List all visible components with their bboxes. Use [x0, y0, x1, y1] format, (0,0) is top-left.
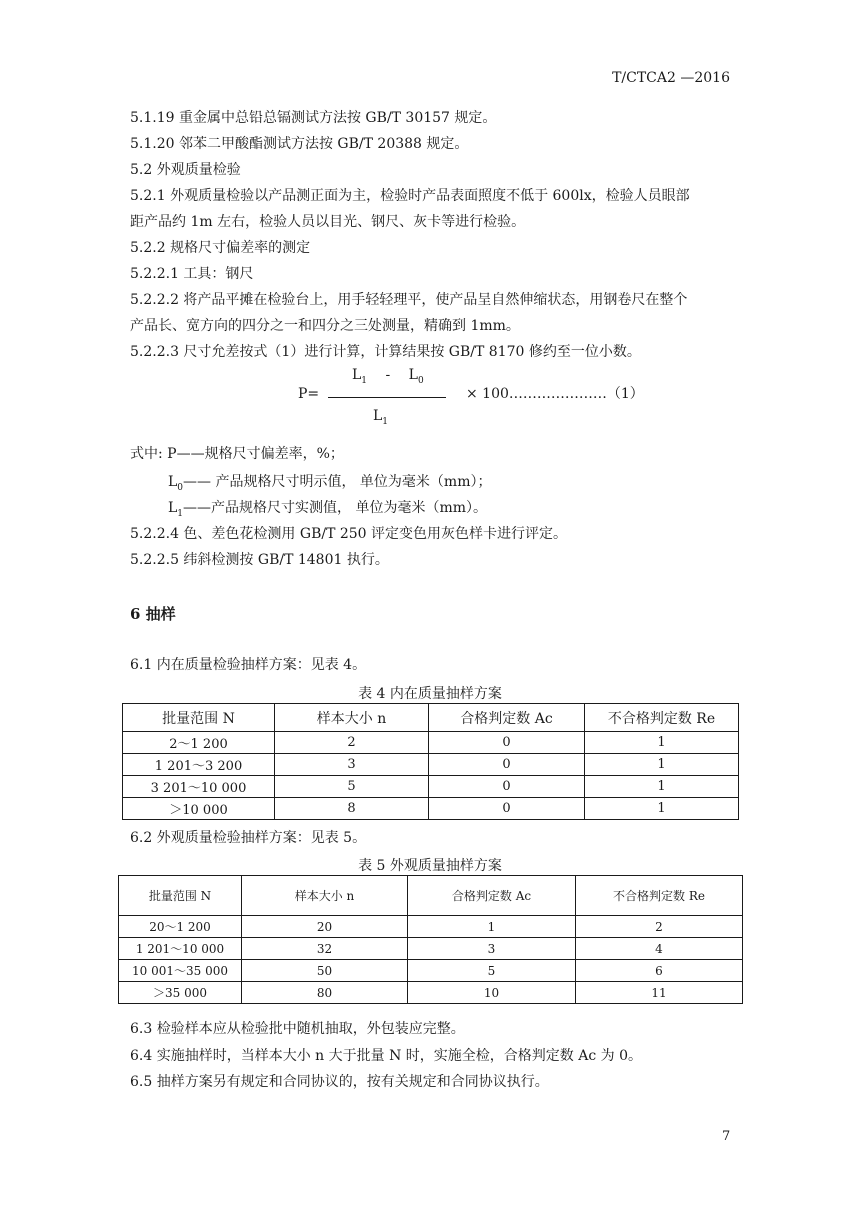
- where-l1: $L_1——$产品规格尺寸实测值， 单位为毫米（mm）。: [168, 500, 488, 519]
- clause-5-2-1-line2: 距产品约 1m 左右，检验人员以目光、钢尺、灰卡等进行检验。: [130, 214, 526, 230]
- table-cell: 4: [576, 938, 743, 960]
- table-cell: 0: [429, 776, 585, 798]
- table-cell: 1: [585, 776, 739, 798]
- where-l0: $L_0——$ 产品规格尺寸明示值， 单位为毫米（mm）；: [168, 474, 492, 493]
- table5-caption: 表 5 外观质量抽样方案: [358, 858, 502, 874]
- column-header: 批量范围 N: [123, 704, 275, 732]
- column-header: 合格判定数 Ac: [408, 876, 576, 916]
- standard-number: T/CTCA2 —2016: [612, 70, 730, 86]
- table-cell: 10 001～35 000: [119, 960, 242, 982]
- fraction-bar: [328, 397, 446, 398]
- table-cell: 50: [242, 960, 408, 982]
- table4-caption: 表 4 内在质量抽样方案: [358, 686, 502, 702]
- table-row: [119, 960, 743, 982]
- clause-5-2-2: 5.2.2 规格尺寸偏差率的测定: [130, 240, 311, 256]
- clause-5-2-2-2-line2: 产品长、宽方向的四分之一和四分之三处测量，精确到 1mm。: [130, 318, 520, 334]
- table-cell: 5: [275, 776, 429, 798]
- table-cell: 11: [576, 982, 743, 1004]
- table-row: [119, 982, 743, 1004]
- table-cell: 10: [408, 982, 576, 1004]
- table-cell: 20: [242, 916, 408, 938]
- clause-6-4: 6.4 实施抽样时，当样本大小 n 大于批量 N 时，实施全检，合格判定数 Ac 为 0。: [130, 1048, 642, 1064]
- clause-6-2: 6.2 外观质量检验抽样方案：见表 5。: [130, 830, 367, 846]
- clause-5-2-2-2-line1: 5.2.2.2 将产品平摊在检验台上，用手轻轻理平，使产品呈自然伸缩状态，用钢卷尺在整个: [130, 292, 688, 308]
- clause-5-2-2-5: 5.2.2.5 纬斜检测按 GB/T 14801 执行。: [130, 552, 389, 568]
- clause-5-2-2-3: 5.2.2.3 尺寸允差按式（1）进行计算，计算结果按 GB/T 8170 修约至一位小数。: [130, 344, 641, 360]
- formula-numerator: $L_1 - L_0$: [352, 367, 424, 386]
- section-6-title: 6 抽样: [130, 605, 176, 623]
- table-row: [123, 798, 739, 820]
- table5: [118, 875, 743, 1004]
- table-cell: 5: [408, 960, 576, 982]
- table-cell: 1: [585, 732, 739, 754]
- clause-6-3: 6.3 检验样本应从检验批中随机抽取，外包装应完整。: [130, 1021, 465, 1037]
- clause-5-1-19: 5.1.19 重金属中总铅总镉测试方法按 GB/T 30157 规定。: [130, 110, 497, 126]
- table-cell: 0: [429, 798, 585, 820]
- table-cell: 8: [275, 798, 429, 820]
- column-header: 不合格判定数 Re: [585, 704, 739, 732]
- clause-5-2-2-1: 5.2.2.1 工具：钢尺: [130, 266, 254, 282]
- table-row: [119, 938, 743, 960]
- table-cell: 3 201～10 000: [123, 776, 275, 798]
- table-cell: 0: [429, 732, 585, 754]
- table-header-row: [119, 876, 743, 916]
- table-cell: ＞35 000: [119, 982, 242, 1004]
- formula-denominator: $L_1$: [373, 408, 389, 427]
- table-row: [119, 916, 743, 938]
- clause-5-2-2-4: 5.2.2.4 色、差色花检测用 GB/T 250 评定变色用灰色样卡进行评定。: [130, 526, 568, 542]
- table-cell: 3: [275, 754, 429, 776]
- table-cell: 32: [242, 938, 408, 960]
- table-cell: 1 201～10 000: [119, 938, 242, 960]
- table-cell: 1 201～3 200: [123, 754, 275, 776]
- table-cell: 1: [585, 754, 739, 776]
- table-cell: 80: [242, 982, 408, 1004]
- table-cell: 20～1 200: [119, 916, 242, 938]
- clause-6-5: 6.5 抽样方案另有规定和合同协议的，按有关规定和合同协议执行。: [130, 1074, 549, 1090]
- table-cell: 6: [576, 960, 743, 982]
- table-cell: 2: [275, 732, 429, 754]
- table-cell: 2～1 200: [123, 732, 275, 754]
- table-row: [123, 776, 739, 798]
- column-header: 样本大小 n: [242, 876, 408, 916]
- table-header-row: [123, 704, 739, 732]
- table-cell: 1: [585, 798, 739, 820]
- column-header: 样本大小 n: [275, 704, 429, 732]
- formula-lhs: P=: [298, 386, 320, 402]
- clause-5-2-1-line1: 5.2.1 外观质量检验以产品测正面为主，检验时产品表面照度不低于 600lx，检验人员眼部: [130, 188, 690, 204]
- formula-tail: × 100…………………（1）: [466, 386, 644, 402]
- clause-6-1: 6.1 内在质量检验抽样方案：见表 4。: [130, 657, 367, 673]
- column-header: 合格判定数 Ac: [429, 704, 585, 732]
- column-header: 不合格判定数 Re: [576, 876, 743, 916]
- table-cell: 3: [408, 938, 576, 960]
- table-row: [123, 754, 739, 776]
- table4: [122, 703, 739, 820]
- table-cell: 0: [429, 754, 585, 776]
- clause-5-2: 5.2 外观质量检验: [130, 162, 241, 178]
- where-intro: 式中: P——规格尺寸偏差率，%；: [130, 446, 344, 462]
- table-cell: 2: [576, 916, 743, 938]
- column-header: 批量范围 N: [119, 876, 242, 916]
- table-row: [123, 732, 739, 754]
- table-cell: ＞10 000: [123, 798, 275, 820]
- page-number: 7: [722, 1129, 731, 1144]
- clause-5-1-20: 5.1.20 邻苯二甲酸酯测试方法按 GB/T 20388 规定。: [130, 136, 469, 152]
- table-cell: 1: [408, 916, 576, 938]
